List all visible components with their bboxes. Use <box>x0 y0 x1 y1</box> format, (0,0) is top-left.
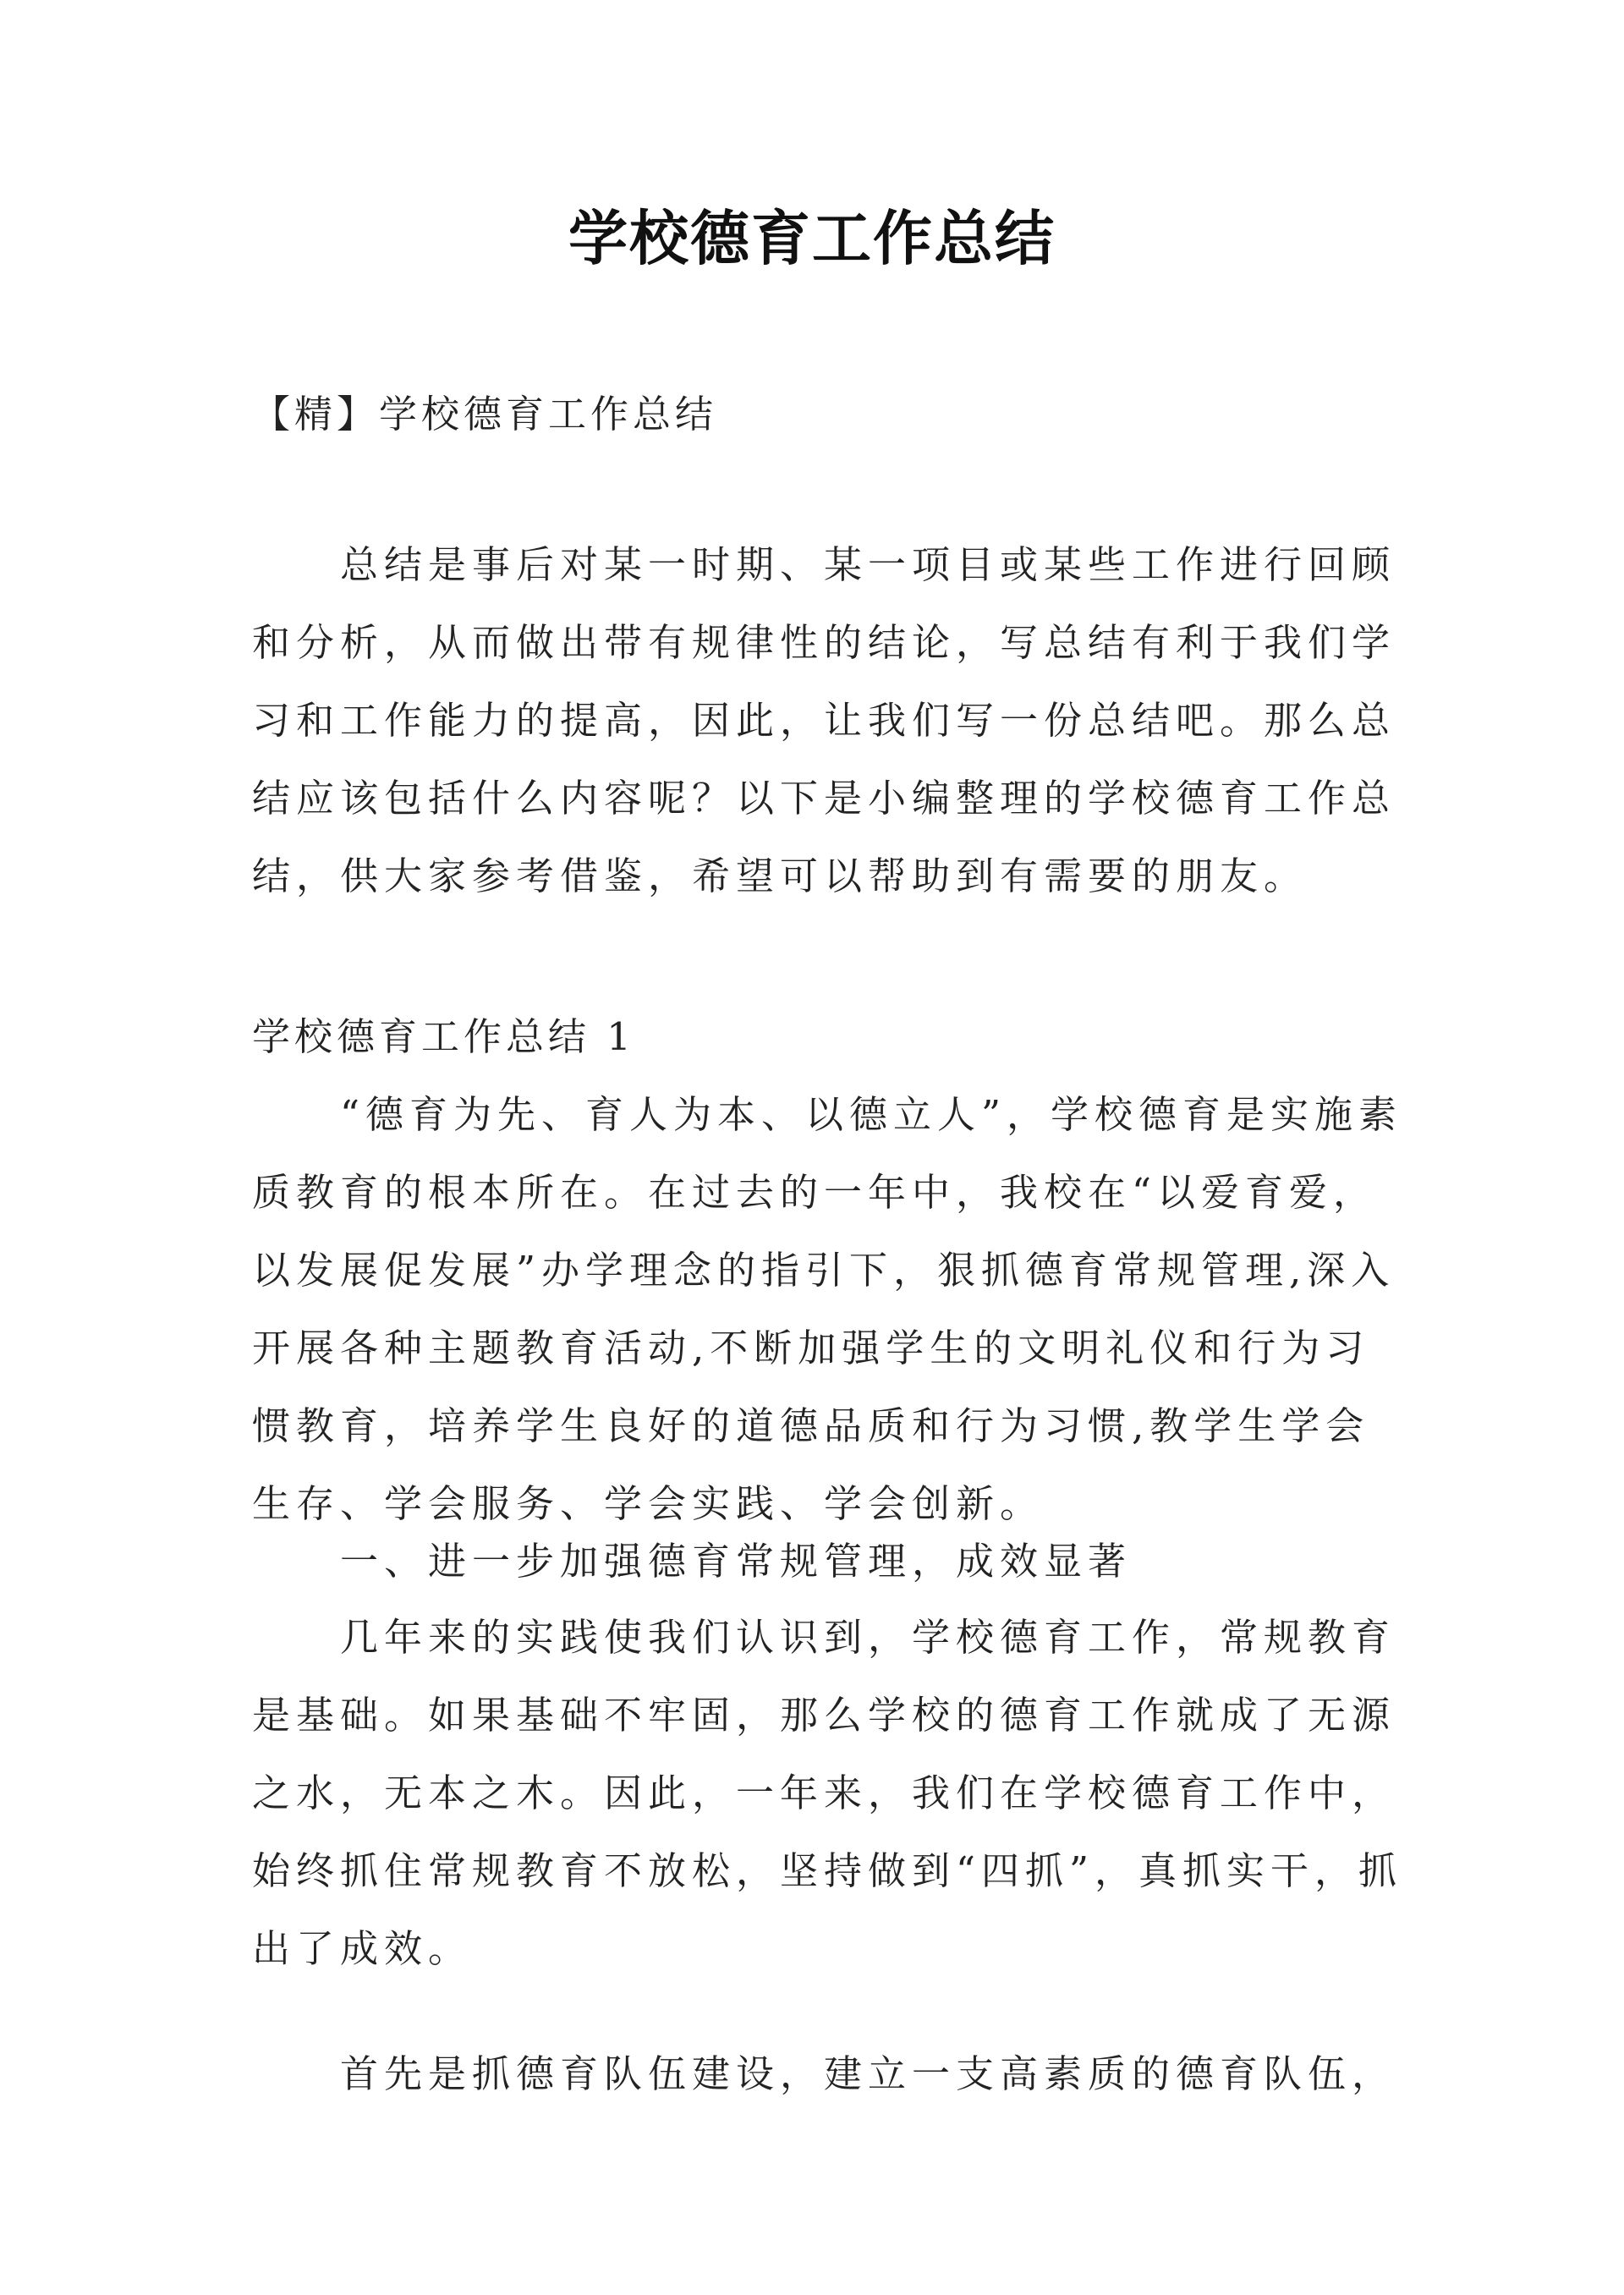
section-heading: 学校德育工作总结 1 <box>252 1014 635 1059</box>
sub-heading-1: 一、进一步加强德育常规管理，成效显著 <box>340 1539 1133 1584</box>
paragraph-2: 几年来的实践使我们认识到，学校德育工作，常规教育是基础。如果基础不牢固，那么学校的德育工作就成了无源之水，无本之木。因此，一年来，我们在学校德育工作中，始终抓住常规教育不放松，坚持做到“四抓”，真抓实干，抓出了成效。 <box>252 1615 1403 1971</box>
document-title: 学校德育工作总结 <box>568 204 1056 273</box>
paragraph-1: “德育为先、育人为本、以德立人”，学校德育是实施素质教育的根本所在。在过去的一年中，我校在“以爱育爱，以发展促发展”办学理念的指引下，狠抓德育常规管理,深入开展各种主题教育活动,不断加强学生的文明礼仪和行为习惯教育，培养学生良好的道德品质和行为习惯,教学生学会生存、学会服务、学会实践、学会创新。 <box>252 1092 1403 1526</box>
intro-paragraph: 总结是事后对某一时期、某一项目或某些工作进行回顾和分析，从而做出带有规律性的结论，写总结有利于我们学习和工作能力的提高，因此，让我们写一份总结吧。那么总结应该包括什么内容呢？以下是小编整理的学校德育工作总结，供大家参考借鉴，希望可以帮助到有需要的朋友。 <box>252 542 1396 898</box>
document-subtitle: 【精】学校德育工作总结 <box>252 392 718 436</box>
paragraph-3: 首先是抓德育队伍建设，建立一支高素质的德育队伍， <box>340 2051 1396 2096</box>
